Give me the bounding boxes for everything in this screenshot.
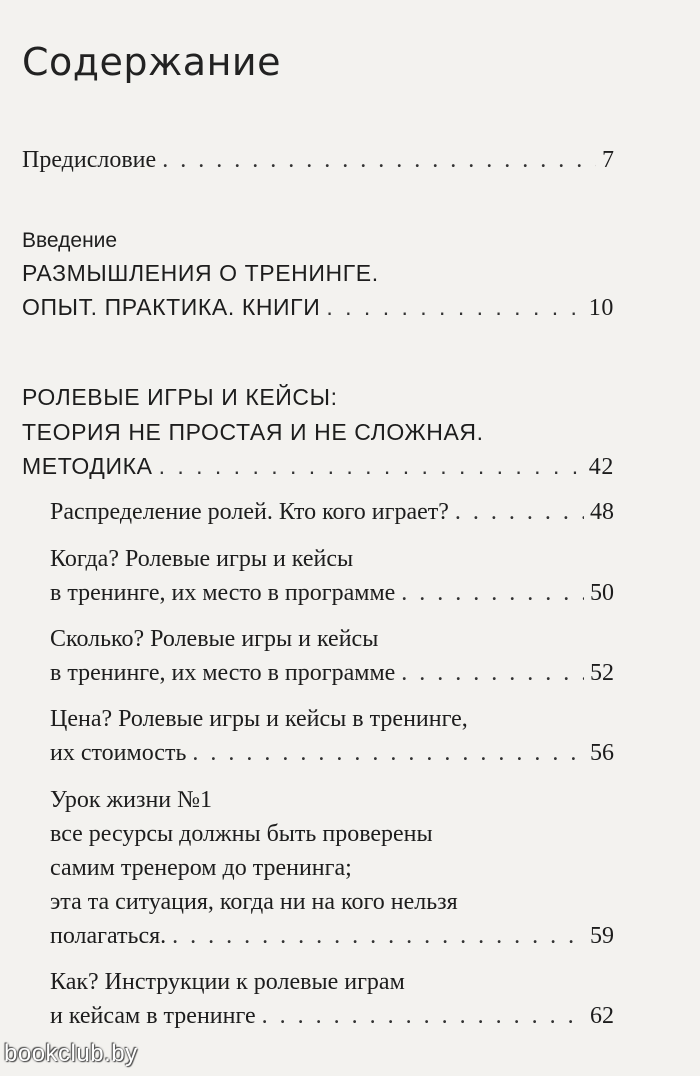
toc-page-number: 56 <box>590 740 614 766</box>
site-watermark: bookclub.by <box>4 1040 138 1067</box>
toc-entry-title: Предисловие <box>22 147 157 173</box>
toc-entry-roles[interactable] <box>50 497 614 527</box>
page-title: Содержание <box>22 40 281 84</box>
toc-page-number: 10 <box>588 295 614 321</box>
toc-entry-title: МЕТОДИКА <box>22 453 153 479</box>
toc-entry-how[interactable] <box>50 1001 614 1031</box>
toc-lesson-line2: все ресурсы должны быть проверены <box>50 821 433 847</box>
toc-page-number: 48 <box>590 499 614 525</box>
leader-dots <box>401 578 584 608</box>
leader-dots <box>326 292 582 322</box>
toc-entry-title: ОПЫТ. ПРАКТИКА. КНИГИ <box>22 294 321 320</box>
leader-dots <box>172 921 584 951</box>
toc-page-number: 62 <box>590 1003 614 1029</box>
toc-entry-title: в тренинге, их место в программе <box>50 580 396 606</box>
toc-entry-title: в тренинге, их место в программе <box>50 660 396 686</box>
toc-page-number: 42 <box>588 454 614 480</box>
toc-page-number: 59 <box>590 923 614 949</box>
toc-lesson-line4: эта та ситуация, когда ни на кого нельзя <box>50 889 458 915</box>
toc-page-number: 50 <box>590 580 614 606</box>
toc-intro-title-line1: РАЗМЫШЛЕНИЯ О ТРЕНИНГЕ. <box>22 260 379 286</box>
toc-entry-title: Распределение ролей. Кто кого играет? <box>50 499 449 525</box>
leader-dots <box>162 145 596 175</box>
toc-intro-label: Введение <box>22 229 118 252</box>
toc-entry-section1[interactable] <box>22 451 614 482</box>
toc-entry-when[interactable] <box>50 578 614 608</box>
leader-dots <box>192 738 584 768</box>
toc-entry-intro[interactable] <box>22 292 614 323</box>
leader-dots <box>159 451 583 481</box>
toc-section1-line2: ТЕОРИЯ НЕ ПРОСТАЯ И НЕ СЛОЖНАЯ. <box>22 419 484 445</box>
toc-entry-title: и кейсам в тренинге <box>50 1003 256 1029</box>
toc-entry-howmany[interactable] <box>50 658 614 688</box>
toc-price-line1: Цена? Ролевые игры и кейсы в тренинге, <box>50 706 468 732</box>
toc-entry-lesson[interactable] <box>50 921 614 951</box>
toc-entry-price[interactable] <box>50 738 614 768</box>
toc-when-line1: Когда? Ролевые игры и кейсы <box>50 546 354 572</box>
leader-dots <box>401 658 584 688</box>
toc-section1-line1: РОЛЕВЫЕ ИГРЫ И КЕЙСЫ: <box>22 384 338 410</box>
toc-how-line1: Как? Инструкции к ролевые играм <box>50 969 405 995</box>
toc-lesson-line3: самим тренером до тренинга; <box>50 855 352 881</box>
toc-entry-preface[interactable] <box>22 145 614 175</box>
toc-lesson-line1: Урок жизни №1 <box>50 787 213 813</box>
toc-entry-title: полагаться. <box>50 923 167 949</box>
toc-howmany-line1: Сколько? Ролевые игры и кейсы <box>50 626 379 652</box>
toc-page-number: 52 <box>590 660 614 686</box>
leader-dots <box>262 1001 584 1031</box>
toc-page-number: 7 <box>602 147 614 173</box>
leader-dots <box>455 497 584 527</box>
toc-entry-title: их стоимость <box>50 740 187 766</box>
